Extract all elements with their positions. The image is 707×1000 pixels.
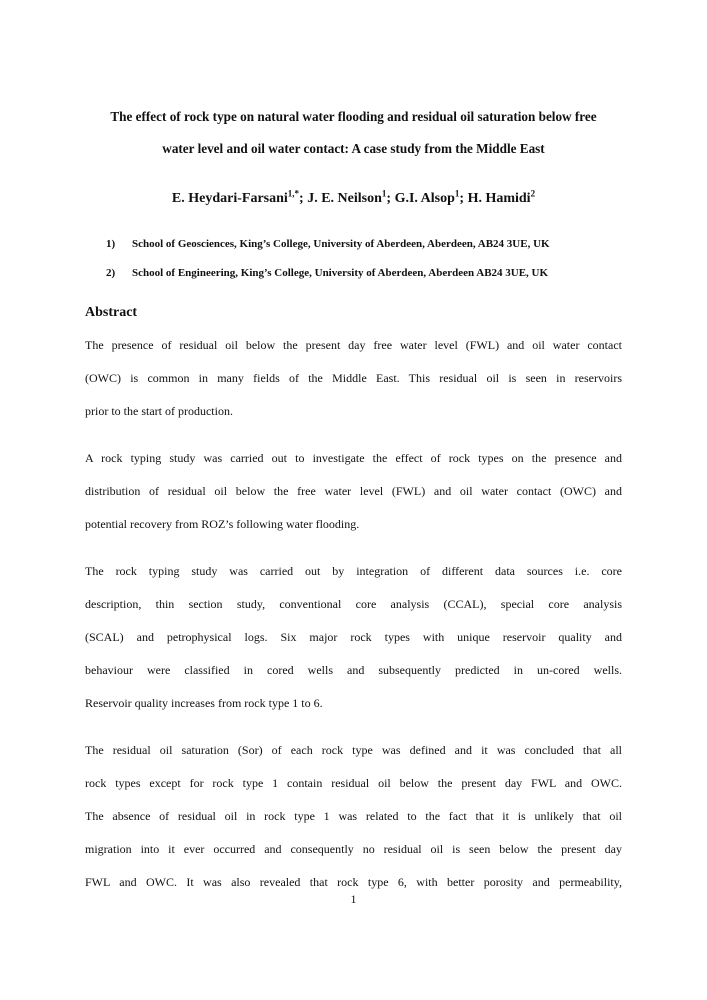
affiliation-number: 1) [106,238,116,250]
abstract-paragraph [85,555,622,720]
title-line-1: The effect of rock type on natural water flooding and residual oil saturation below free [110,109,597,124]
paragraph-line: The presence of residual oil below the present day free water level (FWL) and oil water contact [85,338,622,352]
paragraph-line: The residual oil saturation (Sor) of each rock type was defined and it was concluded that all [85,743,622,757]
abstract-paragraph [85,329,622,428]
author-name: E. Heydari-Farsani [171,191,288,206]
author [171,188,308,206]
author-name: G.I. Alsop [394,191,455,206]
author-separator: ; [299,191,308,206]
paper-title [0,0,707,165]
affiliation-text: School of Engineering, King’s College, University of Aberdeen, Aberdeen AB24 3UE, UK [132,267,549,279]
authors-line [0,182,707,215]
page-number: 1 [350,892,357,906]
paragraph-line: FWL and OWC. It was also revealed that rock type 6, with better porosity and permeability, [85,875,622,889]
paragraph-line: A rock typing study was carried out to investigate the effect of rock types on the presence and [85,451,622,465]
paragraph-line: (SCAL) and petrophysical logs. Six major rock types with unique reservoir quality and [85,630,622,644]
author-name: H. Hamidi [467,191,531,206]
author [394,188,468,206]
author-superscript: 1 [381,188,387,199]
paragraph-line: (OWC) is common in many fields of the Middle East. This residual oil is seen in reservoirs [85,371,622,385]
affiliation-item [85,259,622,288]
affiliation-item [85,230,622,259]
abstract-body [85,329,622,899]
abstract-heading: Abstract [85,305,138,320]
author-superscript: 1 [454,188,460,199]
paragraph-line: The absence of residual oil in rock type 1 was related to the fact that it is unlikely that oil [85,809,622,823]
paragraph-line: description, thin section study, conventional core analysis (CCAL), special core analysis [85,597,622,611]
page-content [0,230,707,899]
paragraph-line: rock types except for rock type 1 contain residual oil below the present day FWL and OWC. [85,776,622,790]
paragraph-line: Reservoir quality increases from rock type 1 to 6. [85,696,323,710]
paragraph-line: prior to the start of production. [85,404,233,418]
affiliation-text: School of Geosciences, King’s College, University of Aberdeen, Aberdeen, AB24 3UE, UK [132,238,550,250]
abstract-paragraph [85,442,622,541]
author-superscript: 1,* [287,188,300,199]
author-name: J. E. Neilson [307,191,382,206]
author-separator: ; [459,191,468,206]
paragraph-line: migration into it ever occurred and consequently no residual oil is seen below the present day [85,842,622,856]
paragraph-line: distribution of residual oil below the free water level (FWL) and oil water contact (OWC) and [85,484,622,498]
abstract-paragraph [85,734,622,899]
affiliations-list [85,230,622,288]
affiliation-number: 2) [106,267,116,279]
title-line-2: water level and oil water contact: A case study from the Middle East [162,141,545,156]
author [307,188,395,206]
paragraph-line: potential recovery from ROZ’s following water flooding. [85,517,360,531]
author-superscript: 2 [530,188,536,199]
paragraph-line: The rock typing study was carried out by integration of different data sources i.e. core [85,564,622,578]
author-separator: ; [386,191,395,206]
author [467,188,536,206]
paragraph-line: behaviour were classified in cored wells and subsequently predicted in un-cored wells. [85,663,622,677]
